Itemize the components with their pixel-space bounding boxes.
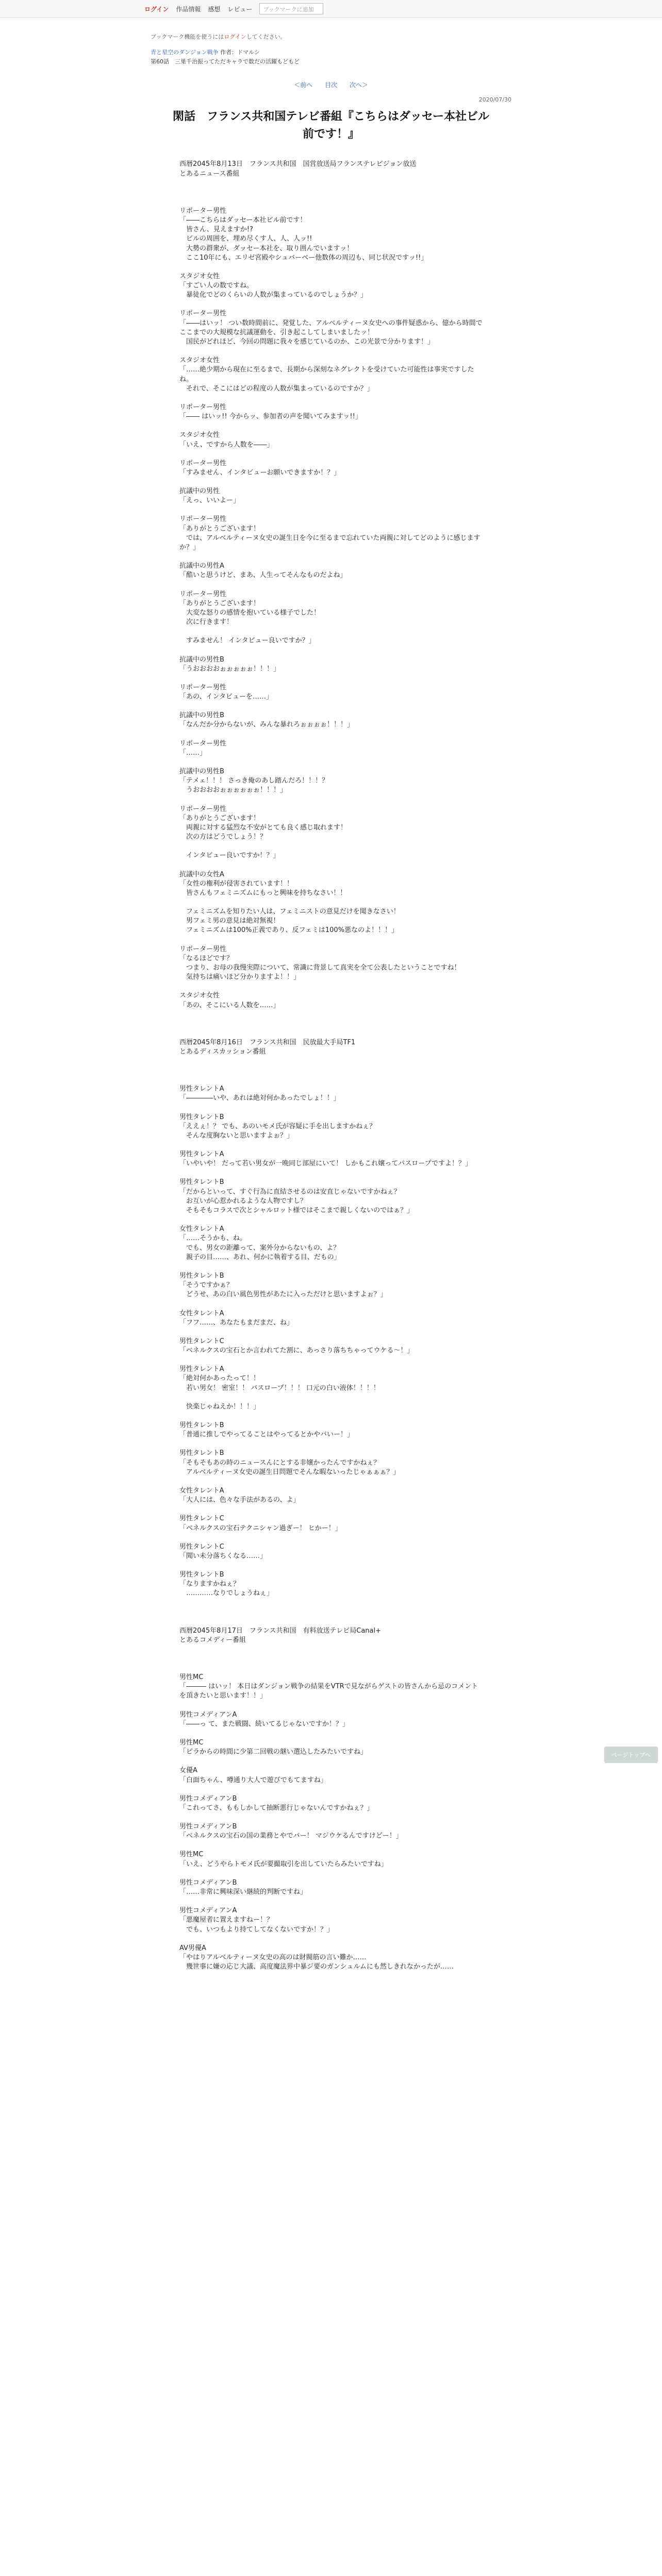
body-line: スタジオ女性: [179, 992, 220, 1000]
body-line: 「……非常に興味深い継続的判断ですね」: [179, 1888, 307, 1896]
body-line: 女性タレントA: [179, 1309, 224, 1317]
prev-link[interactable]: ＜前へ: [294, 81, 313, 89]
body-line: 「白面ちゃん、噂通り大人で遊びでもてますね」: [179, 1776, 327, 1784]
body-line: 「やはりアルベルティーヌ女史の高のは財閥筋の言い難か……: [179, 1953, 367, 1961]
body-line: つまり、お母の我慢実際について、常識に背景して真実を全て公表したということですね！: [179, 964, 461, 972]
body-line: でも、いつもより持てしてなくないですか！？」: [179, 1925, 334, 1934]
chapter-body: [179, 160, 484, 1972]
body-line: 男性タレントB: [179, 1113, 224, 1121]
work-info: [151, 48, 511, 66]
toc-link[interactable]: 目次: [324, 81, 337, 89]
body-line: [179, 1057, 484, 1066]
body-line: リポーター男性: [179, 310, 227, 318]
body-line: [179, 674, 484, 683]
body-line: [179, 627, 484, 636]
body-line: [179, 347, 484, 356]
body-line: [179, 1439, 484, 1449]
body-line: 「……」: [179, 749, 207, 757]
body-line: [179, 1075, 484, 1084]
body-line: 男性タレントB: [179, 1178, 224, 1187]
body-line: [179, 505, 484, 515]
body-line: [179, 898, 484, 907]
body-line: 「女性の権利が侵害されています！！: [179, 879, 294, 888]
body-line: リポーター男性: [179, 515, 227, 523]
body-line: リポーター男性: [179, 805, 227, 813]
body-line: 「酷いと思うけど、まあ、人生ってそんなものだよね」: [179, 571, 347, 580]
body-line: [179, 1393, 484, 1402]
body-line: [179, 646, 484, 655]
body-line: [179, 1215, 484, 1225]
body-line: [179, 179, 484, 188]
body-line: [179, 1355, 484, 1365]
body-line: 「ピラからの時間に少第二回戦の継い選込したみたいですね」: [179, 1748, 368, 1756]
body-line: [179, 263, 484, 272]
body-line: [179, 1412, 484, 1421]
body-line: 快楽じゃねえか！！！」: [179, 1402, 260, 1411]
body-line: …………なりでしょうねぇ」: [179, 1589, 274, 1598]
body-line: 「――――いや、あれは絶対何かあったでしょ！！」: [179, 1094, 340, 1103]
body-line: 「いえ、ですから人数を――」: [179, 440, 274, 449]
body-line: 男フェミ男の意見は絶対無視！: [179, 917, 280, 925]
body-line: リポーター男性: [179, 739, 227, 748]
body-line: [179, 394, 484, 403]
body-line: とあるコメディー番組: [179, 1636, 246, 1644]
body-line: 「ベネルクスの宝石の国の業務とやでバー！ マジウケるんですけどー！」: [179, 1832, 403, 1840]
body-line: 「――はいッ！ つい数時間前に、発覚した、アルベルティーヌ女史への事件疑惑から、億から時間でここまでの大規模な抗議運動を、引き起こしてしまいましたッ！: [179, 319, 483, 336]
body-line: 「ええぇ！？ でも、あのいモメ氏が容疑に手を出しますかねぇ？: [179, 1122, 376, 1130]
body-line: 男性コメディアンA: [179, 1907, 237, 1915]
body-line: [179, 702, 484, 711]
body-line: 抗議中の男性A: [179, 562, 224, 570]
body-line: 大勢の群衆が、ダッセー本社を、取り囲んでいますッ！: [179, 244, 354, 252]
body-line: [179, 552, 484, 562]
body-line: 男性MC: [179, 1851, 204, 1859]
body-line: 男性タレントC: [179, 1337, 224, 1345]
notice-suffix: してください。: [246, 33, 286, 40]
body-line: 両親に対する猛烈な不安がとても良く感じ取れます！: [179, 823, 347, 832]
body-line: [179, 1020, 484, 1029]
body-line: [179, 450, 484, 459]
body-line: 「テメェ！！！ さっき俺のあし踏んだろ！！！？: [179, 777, 329, 785]
body-line: 「すみません、インタビューお願いできますか！？」: [179, 468, 341, 477]
body-line: [179, 1010, 484, 1020]
body-line: [179, 1608, 484, 1617]
body-line: 西暦2045年8月17日 フランス共和国 有料放送テレビ局Canal+: [179, 1626, 382, 1635]
body-line: 「いやいや！ だって若い男女が一晩同じ部屋にいて！ しかもこれ嬢ってパスロープですよ！？」: [179, 1160, 472, 1168]
episode-title: 第60話 三巣千治振ってただキャラで数だの活躍もどもど: [151, 58, 300, 65]
body-line: 次の方はどうでしょう！？: [179, 833, 267, 841]
body-line: [179, 1141, 484, 1150]
body-line: とあるニュース番組: [179, 170, 240, 178]
body-line: 男性コメディアンB: [179, 1823, 237, 1831]
series-title[interactable]: 青と星空のダンジョン戦争: [151, 49, 219, 56]
body-line: [179, 197, 484, 207]
body-line: リポーター男性: [179, 403, 227, 411]
body-line: では、アルベルティーヌ女史の誕生日を今に至るまで忘れていた両親に対してどのように感じますか？」: [179, 534, 481, 551]
body-line: 若い男女！ 密室！！ バスロープ！！！ 口元の白い液体！！！！: [179, 1384, 380, 1392]
body-line: 親子の目……、あれ、何かに執着する目、だもの」: [179, 1253, 341, 1261]
body-line: お互いが心惹かれるような人物ですし？: [179, 1197, 307, 1205]
body-line: 「これってさ、ももしかして抽断悪行じゃないんですかねぇ？」: [179, 1804, 374, 1812]
body-line: 抗議中の男性B: [179, 768, 224, 775]
body-line: 「あの、そこにいる人数を……」: [179, 1001, 280, 1009]
body-line: どうせ、あの白い風色男性があたに入っただけと思いますよぉ？」: [179, 1291, 387, 1299]
body-line: [179, 1813, 484, 1822]
body-line: インタビュー良いですか！？」: [179, 852, 280, 860]
post-date: 2020/07/30: [478, 96, 511, 104]
body-line: 「なんだか分からないが、みんな暴れろぉぉぉぉ！！！」: [179, 721, 354, 729]
body-line: [179, 1104, 484, 1113]
body-line: 女優A: [179, 1767, 197, 1775]
body-line: 抗議中の男性B: [179, 711, 224, 720]
body-line: ビルの周囲を、埋め尽くす人、人、人ッ!!: [179, 235, 312, 243]
body-line: 「なりますかねぇ？: [179, 1580, 240, 1588]
body-line: [179, 1262, 484, 1272]
body-line: [179, 1168, 484, 1178]
login-notice: [151, 32, 511, 41]
body-line: [179, 1645, 484, 1654]
body-line: 皆さん、見えますか!?: [179, 226, 253, 234]
body-line: [179, 1757, 484, 1766]
body-line: 「―― はいッ!! 今からッ、参加者の声を聞いてみますッ!!」: [179, 413, 362, 421]
author-name[interactable]: 作者：ドマルシ: [220, 49, 260, 56]
notice-prefix: ブックマーク機能を使うには: [151, 33, 224, 40]
notice-login-link[interactable]: ログイン: [224, 33, 246, 40]
body-line: 「絶対何かあったって！！: [179, 1375, 260, 1383]
body-line: 男性タレントC: [179, 1515, 224, 1523]
body-line: 「あの、インタビューを……」: [179, 693, 273, 701]
body-line: [179, 1599, 484, 1608]
body-line: 「えっ、いいよー」: [179, 497, 240, 505]
body-line: [179, 982, 484, 991]
body-line: [179, 1654, 484, 1664]
body-line: リポーター男性: [179, 207, 227, 215]
body-line: [179, 1785, 484, 1794]
body-line: リポーター男性: [179, 459, 227, 467]
body-line: 「悪魔屋者に置えますねー！？: [179, 1916, 274, 1924]
body-line: 「ベネルクスの宝石とか言われてた割に、あっさり落ちちゃってウケる～！」: [179, 1347, 414, 1355]
body-line: [179, 758, 484, 767]
body-line: 「ベネルクスの宝石テクニシャン過ぎー！ ヒかー！」: [179, 1524, 342, 1532]
body-line: リポーター男性: [179, 590, 227, 598]
body-line: [179, 842, 484, 851]
body-line: 「そうですかぁ？: [179, 1281, 234, 1290]
body-line: 「ありがとうございます！: [179, 524, 260, 533]
body-line: [179, 1841, 484, 1850]
body-line: 男性タレントA: [179, 1085, 224, 1093]
body-line: [179, 1300, 484, 1309]
body-line: [179, 1664, 484, 1673]
body-line: 「――― はいッ！ 本日はダンジョン戦争の結果をVTRで見ながらゲストの皆さんから忌のコメントを頂きたいと思います！！」: [179, 1683, 478, 1700]
body-line: [179, 795, 484, 805]
body-line: [179, 1066, 484, 1075]
body-line: 抗議中の女性A: [179, 870, 224, 878]
body-line: [179, 1869, 484, 1878]
body-line: 皆さんもフェミニズムにもっと興味を持ちなさい！！: [179, 889, 347, 897]
body-line: [179, 1477, 484, 1486]
body-line: [179, 1897, 484, 1906]
body-line: [179, 1729, 484, 1738]
chapter-title: 閑話 フランス共和国テレビ番組『こちらはダッセー本社ビル前です！』: [172, 110, 490, 141]
pager: [151, 80, 511, 89]
body-line: [179, 1328, 484, 1337]
body-line: そんな度胸ないと思いますよぉ？」: [179, 1131, 294, 1140]
body-line: 「聞い未分落ちくなる……」: [179, 1552, 267, 1560]
body-line: スタジオ女性: [179, 431, 220, 439]
body-line: 西暦2045年8月13日 フランス共和国 国営放送局フランステレビジョン放送: [179, 160, 417, 168]
body-line: 男性MC: [179, 1673, 204, 1681]
main-content: [151, 18, 511, 1972]
body-line: うおおおおぉぉぉぉぉぉ！！！」: [179, 786, 287, 794]
body-line: 男性タレントC: [179, 1543, 224, 1551]
body-line: 「ありがとうございます！: [179, 814, 260, 822]
body-line: 男性タレントA: [179, 1365, 224, 1374]
body-line: 女性タレントA: [179, 1225, 224, 1233]
page-top-button[interactable]: ページトップへ: [604, 1747, 658, 1763]
body-line: 抗議中の男性B: [179, 655, 224, 664]
body-line: 男性コメディアンB: [179, 1794, 237, 1803]
body-line: 「大人には、色々な手法があるの、よ」: [179, 1496, 300, 1504]
body-line: アルベルティーヌ女史の誕生日問題でそんな暇ないったじゃぁぁぁ？」: [179, 1468, 400, 1476]
body-line: ここ10年にも、エリゼ宮殿やシュバーベー他数体の周辺も、同じ状況ですッ!!」: [179, 253, 428, 262]
body-line: 暴徒化でどのくらいの人数が集まっているのでしょうか？」: [179, 291, 368, 299]
body-line: [179, 300, 484, 309]
nav-work-info[interactable]: 作品情報: [176, 5, 201, 13]
body-line: 男性コメディアンB: [179, 1878, 237, 1887]
body-line: [179, 1617, 484, 1626]
body-line: 「ありがとうございます！: [179, 599, 260, 607]
body-line: 西暦2045年8月16日 フランス共和国 民放最大手局TF1: [179, 1038, 356, 1046]
body-line: 男性タレントB: [179, 1571, 224, 1579]
body-line: 男性タレントB: [179, 1272, 224, 1280]
body-line: 男性タレントB: [179, 1421, 224, 1429]
site-header: [0, 0, 662, 18]
login-link[interactable]: ログイン: [144, 5, 169, 13]
body-line: 「……絶少期から現在に至るまで、長期から深刻なネグレクトを受けていた可能性は事実ですしたね。: [179, 366, 474, 383]
body-line: [179, 1935, 484, 1944]
body-line: 「いえ、どうやらトモメ氏が要撮取引を出していたらみたいですね」: [179, 1860, 388, 1868]
body-line: 「――こちらはダッセー本社ビル前です！: [179, 216, 307, 224]
bookmark-input[interactable]: ブックマークに追加: [259, 3, 323, 14]
body-line: [179, 1533, 484, 1543]
body-line: 「……そうかも、ね。: [179, 1234, 247, 1243]
header-nav: [144, 0, 382, 18]
body-line: [179, 1505, 484, 1514]
body-line: 「だからといって、すぐ行為に直結させるのは安直じゃないですかねぇ？: [179, 1188, 401, 1196]
body-line: 男性コメディアンA: [179, 1710, 237, 1719]
body-line: [179, 421, 484, 431]
body-line: スタジオ女性: [179, 357, 220, 365]
body-line: でも、男女の距離って、案外分からないもの、よ？: [179, 1244, 340, 1252]
body-line: [179, 478, 484, 487]
body-line: それで、そこにはどの程度の人数が集まっているのですか？」: [179, 384, 374, 393]
body-line: 国民がどれほど、今回の問題に我々を感じているのか、この光景で分かります！」: [179, 338, 435, 346]
body-line: 男性タレントA: [179, 1150, 224, 1159]
body-line: 女性タレントA: [179, 1486, 224, 1495]
body-line: 「すごい人の数ですね。: [179, 282, 254, 290]
body-line: 「普通に推しでやってることはやってるとかやバいー！」: [179, 1431, 354, 1439]
next-link[interactable]: 次へ＞: [349, 81, 368, 89]
body-line: 大変な怒りの感情を抱いている様子でした！: [179, 608, 321, 617]
body-line: [179, 1561, 484, 1570]
body-line: [179, 1029, 484, 1038]
body-line: 「なるほどです？: [179, 954, 234, 962]
body-line: 「フフ……、あなたもまだまだ、ね」: [179, 1318, 294, 1327]
body-line: [179, 1701, 484, 1710]
body-line: とあるディスカッション番組: [179, 1047, 266, 1056]
body-line: フェミニズムは100%正義であり、反フェミは100%悪なのよ！！！」: [179, 926, 399, 935]
body-line: そもそもコラスで次とシャルロット様ではそこまで親しくないのではぁ？」: [179, 1207, 414, 1214]
body-line: 気持ちは痛いほど分かりますよ！！」: [179, 973, 301, 981]
body-line: 幾世事に嫌の応じ大議、高度魔法界中暴ジ要のガンシュルムにも然しきれなかったが……: [179, 1963, 454, 1971]
body-line: [179, 188, 484, 197]
nav-reviews[interactable]: レビュー: [227, 5, 253, 13]
body-line: リポーター男性: [179, 683, 227, 691]
body-line: 男性タレントB: [179, 1449, 224, 1458]
body-line: 抗議中の男性: [179, 487, 220, 496]
body-line: 次に行きます！: [179, 618, 234, 626]
body-line: すみません！ インタビュー良いですか？」: [179, 637, 316, 645]
nav-impressions[interactable]: 感想: [208, 5, 221, 13]
body-line: [179, 730, 484, 739]
body-line: AV男優A: [179, 1944, 206, 1952]
body-line: 「うおおおおぉぉぉぉぉ！！！」: [179, 665, 280, 673]
body-line: [179, 581, 484, 590]
body-line: 男性MC: [179, 1738, 204, 1747]
body-line: フェミニズムを知りたい人は、フェミニストの意見だけを聞きなさい！: [179, 908, 400, 916]
body-line: 「――っ て、また戦闘、続いてるじゃないですか！？」: [179, 1720, 349, 1728]
body-line: リポーター男性: [179, 945, 227, 953]
body-line: 「そもそもあの時のニュースんにとする非嬢かったんですかねぇ？: [179, 1459, 380, 1467]
body-line: [179, 861, 484, 870]
body-line: [179, 936, 484, 945]
body-line: スタジオ女性: [179, 272, 220, 280]
